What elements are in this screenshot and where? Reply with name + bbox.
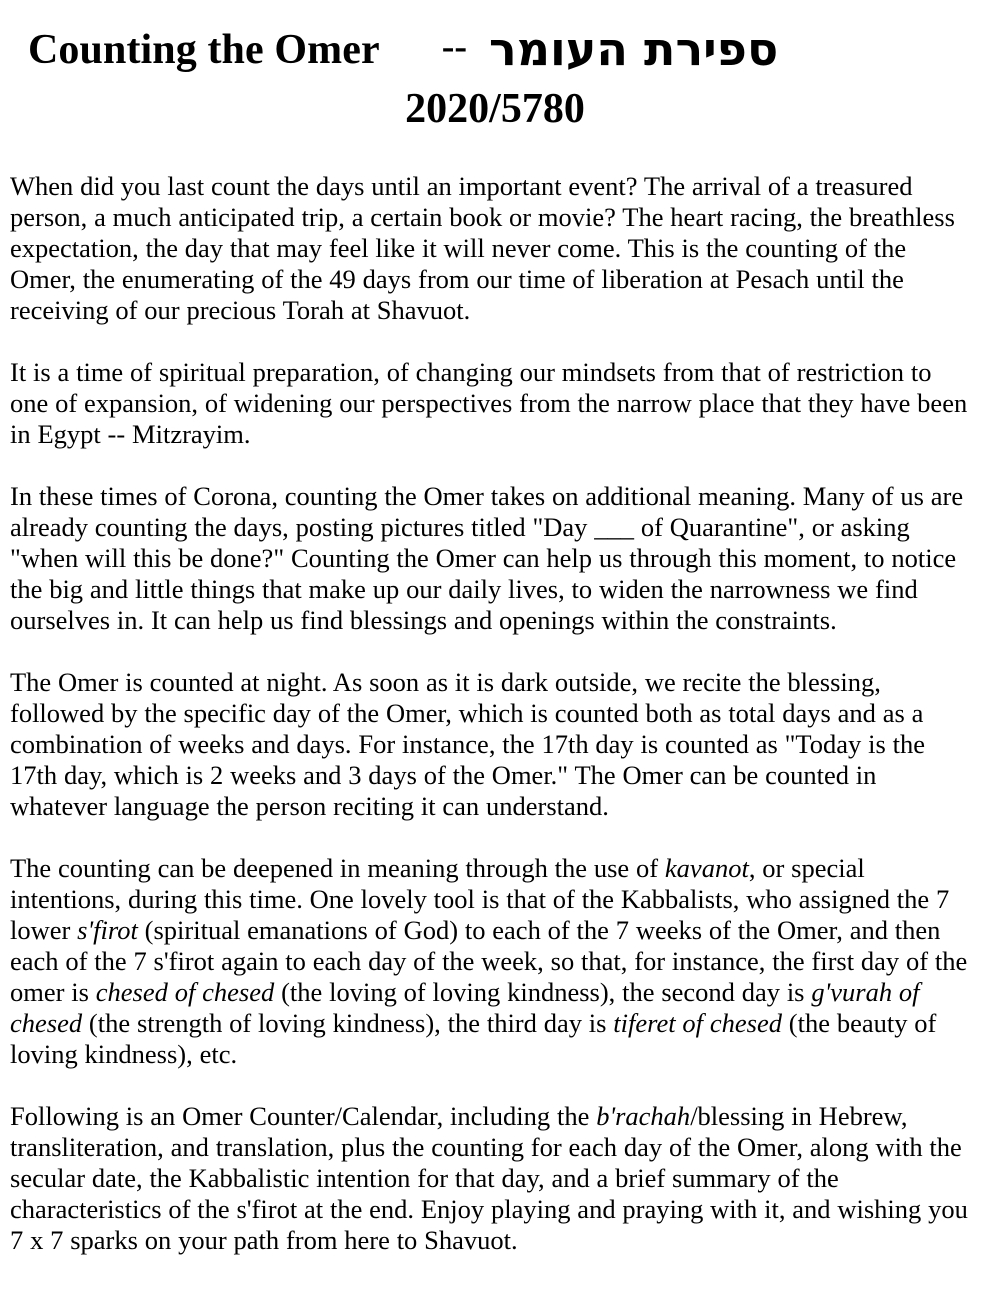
- page-title-year: 2020/5780: [405, 86, 585, 133]
- document-body: [0, 171, 1000, 1256]
- paragraph-intro-counting: When did you last count the days until an important event? The arrival of a treasured person, a much anticipated trip, a certain book or movie? The heart racing, the breathless expectation, the day that may feel like it will never come. This is the counting of the Omer, the enumerating of the 49 days from our time of liberation at Pesach until the receiving of our precious Torah at Shavuot.: [10, 171, 955, 326]
- page-title-english: Counting the Omer: [28, 27, 380, 73]
- paragraph-counting-at-night: The Omer is counted at night. As soon as it is dark outside, we recite the blessing, followed by the specific day of the Omer, which is counted both as total days and as a combination of weeks and days. For instance, the 17th day is counted as "Today is the 17th day, which is 2 weeks and 3 days of the Omer." The Omer can be counted in whatever language the person reciting it can understand.: [10, 667, 925, 822]
- text-segment: (the loving of loving kindness), the second day is: [274, 977, 812, 1008]
- paragraph-kavanot-sfirot: [10, 853, 976, 1070]
- term-sfirot: s'firot: [77, 915, 138, 946]
- text-segment: Following is an Omer Counter/Calendar, including the: [10, 1101, 597, 1132]
- text-segment: /blessing in Hebrew, transliteration, and translation, plus the counting for each day of the Omer, along with the secular date, the Kabbalistic intention for that day, and a brief summary of the characteristics of the s'firot at the end. Enjoy playing and praying with it, and wishing you 7 x 7 sparks on your path from here to Shavuot.: [10, 1101, 968, 1256]
- term-chesed-of-chesed: chesed of chesed: [95, 977, 275, 1008]
- term-gvurah-of-chesed: g'vurah of chesed: [10, 977, 920, 1039]
- title-primary-line: [0, 22, 1000, 74]
- term-tiferet-of-chesed: tiferet of chesed: [613, 1008, 782, 1039]
- term-kavanot: kavanot: [664, 853, 749, 884]
- paragraph-corona-times: In these times of Corona, counting the Omer takes on additional meaning. Many of us are already counting the days, posting pictures titled "Day ___ of Quarantine", or asking "when will this be done?" Counting the Omer can help us through this moment, to notice the big and little things that make up our daily lives, to widen the narrowness we find ourselves in. It can help us find blessings and openings within the constraints.: [10, 481, 964, 636]
- page-title-hebrew: ספירת העומר: [489, 22, 779, 76]
- document-title-block: [0, 0, 1000, 133]
- paragraph-spiritual-preparation: It is a time of spiritual preparation, of changing our mindsets from that of restriction to one of expansion, of widening our perspectives from the narrow place that they have been in Egypt -- Mitzrayim.: [10, 357, 968, 450]
- text-segment: (spiritual emanations of God) to each of the 7 weeks of the Omer, and then each of the 7 s'firot again to each day of the week, so that, for instance, the first day of the omer is: [10, 915, 968, 1008]
- term-brachah: b'rachah: [596, 1101, 691, 1132]
- text-segment: , or special intentions, during this time. One lovely tool is that of the Kabbalists, who assigned the 7 lower: [10, 853, 950, 946]
- title-separator-dashes: --: [441, 26, 467, 68]
- paragraph-omer-calendar-preview: [10, 1101, 976, 1256]
- text-segment: (the strength of loving kindness), the third day is: [82, 1008, 614, 1039]
- text-segment: (the beauty of loving kindness), etc.: [10, 1008, 937, 1070]
- text-segment: The counting can be deepened in meaning through the use of: [10, 853, 665, 884]
